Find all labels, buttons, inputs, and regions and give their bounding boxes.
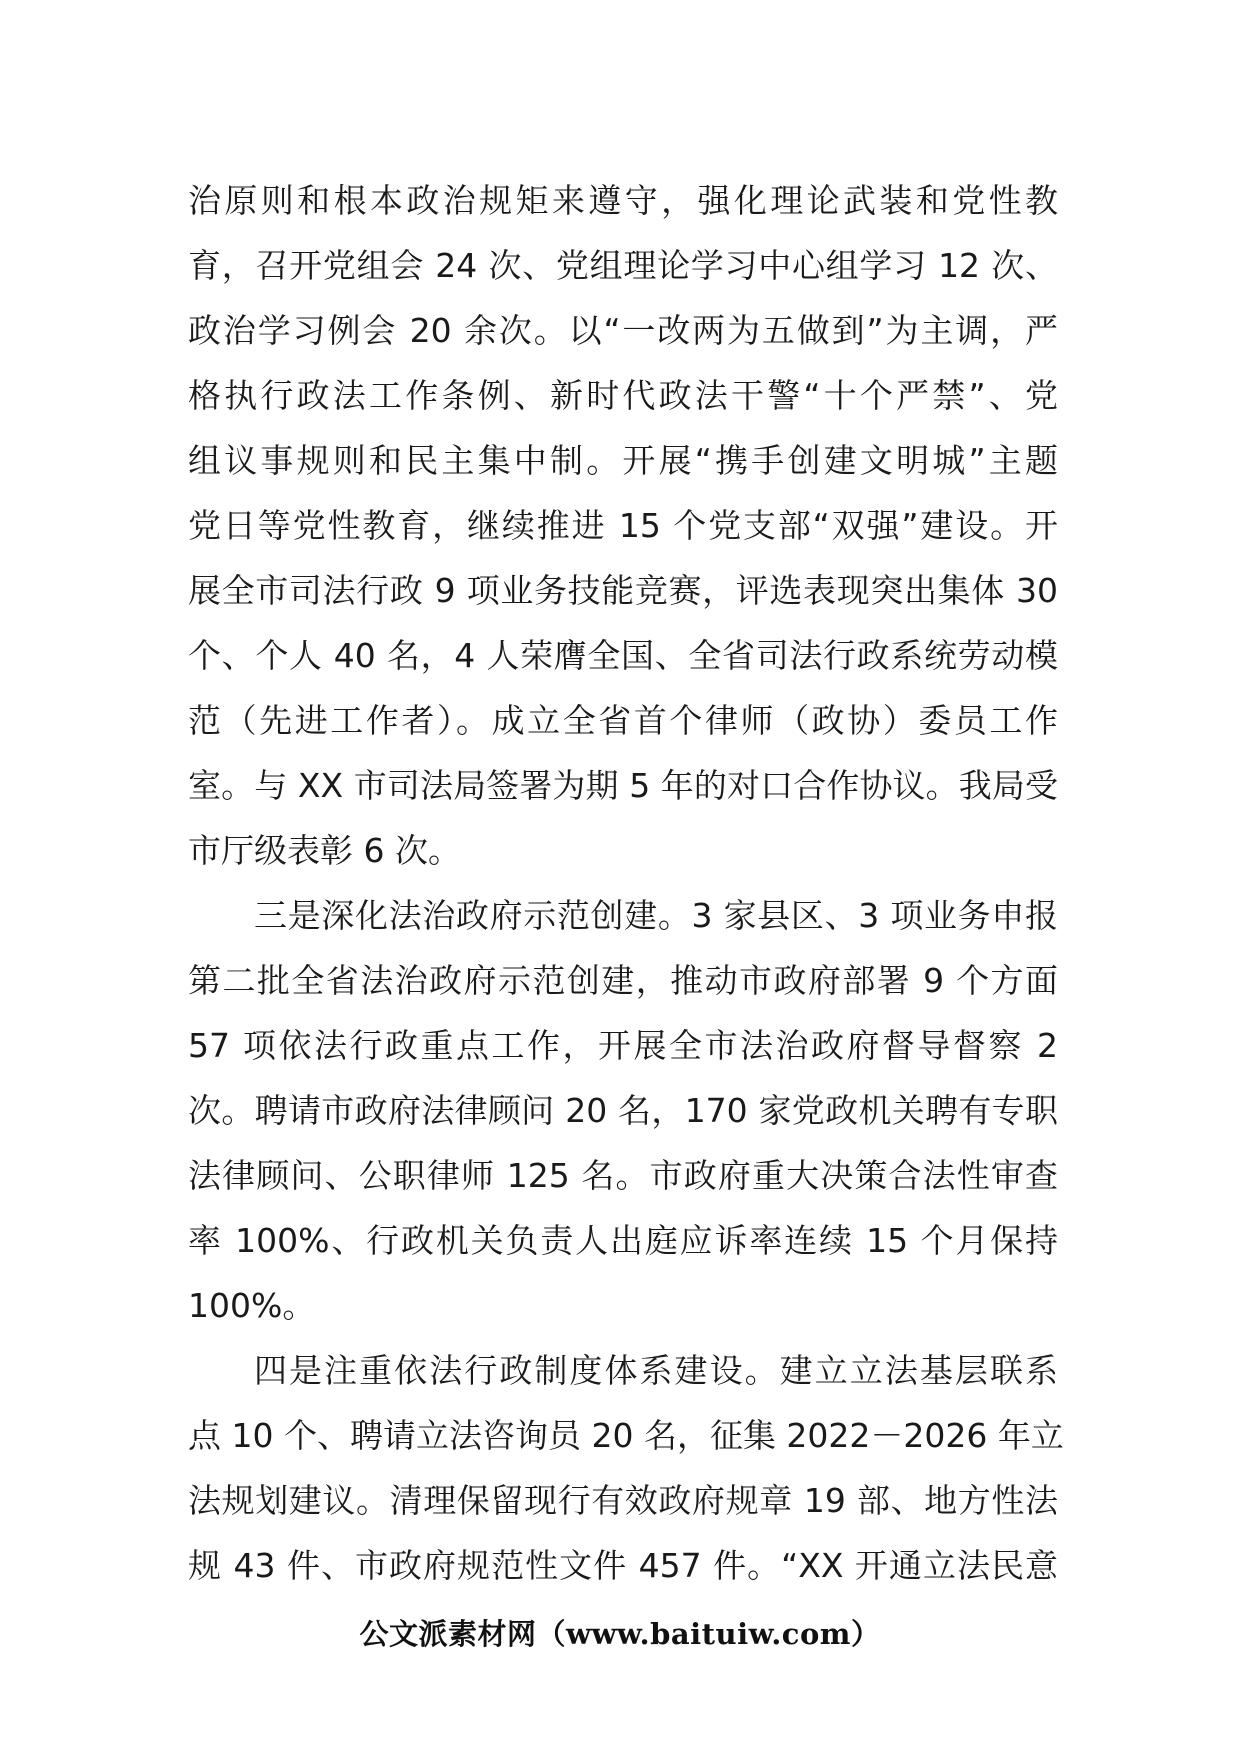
- paragraph-start-line: 四是注重依法行政制度体系建设。建立立法基层联系: [254, 1351, 1058, 1390]
- text-line: 法规划建议。清理保留现行有效政府规章 19 部、地方性法: [188, 1481, 1058, 1520]
- text-line: 57 项依法行政重点工作，开展全市法治政府督导督察 2: [188, 1026, 1058, 1065]
- text-line: 第二批全省法治政府示范创建，推动市政府部署 9 个方面: [188, 961, 1058, 1000]
- text-line: 范（先进工作者）。成立全省首个律师（政协）委员工作: [188, 701, 1058, 740]
- text-line: 规 43 件、市政府规范性文件 457 件。“XX 开通立法民意: [188, 1546, 1058, 1585]
- text-line: 展全市司法行政 9 项业务技能竞赛，评选表现突出集体 30: [188, 571, 1058, 610]
- text-line: 个、个人 40 名，4 人荣膺全国、全省司法行政系统劳动模: [188, 636, 1058, 675]
- text-line: 率 100%、行政机关负责人出庭应诉率连续 15 个月保持: [188, 1221, 1058, 1260]
- text-line: 政治学习例会 20 余次。以“一改两为五做到”为主调，严: [188, 311, 1058, 350]
- text-line: 组议事规则和民主集中制。开展“携手创建文明城”主题: [188, 441, 1058, 480]
- text-line: 育，召开党组会 24 次、党组理论学习中心组学习 12 次、: [188, 246, 1058, 285]
- footer-watermark: 公文派素材网（www.baituiw.com）: [359, 1617, 881, 1651]
- text-line: 法律顾问、公职律师 125 名。市政府重大决策合法性审查: [188, 1156, 1058, 1195]
- text-line: 点 10 个、聘请立法咨询员 20 名，征集 2022－2026 年立: [188, 1416, 1064, 1455]
- text-line: 市厅级表彰 6 次。: [188, 831, 461, 870]
- text-line: 治原则和根本政治规矩来遵守，强化理论武装和党性教: [188, 181, 1058, 220]
- text-line: 格执行政法工作条例、新时代政法干警“十个严禁”、党: [188, 376, 1058, 415]
- text-line: 室。与 XX 市司法局签署为期 5 年的对口合作协议。我局受: [188, 766, 1058, 805]
- text-line: 次。聘请市政府法律顾问 20 名，170 家党政机关聘有专职: [188, 1091, 1058, 1130]
- text-line: 党日等党性教育，继续推进 15 个党支部“双强”建设。开: [188, 506, 1058, 545]
- text-line: 100%。: [188, 1286, 316, 1325]
- paragraph-start-line: 三是深化法治政府示范创建。3 家县区、3 项业务申报: [254, 896, 1058, 935]
- body-text: [188, 168, 1064, 1598]
